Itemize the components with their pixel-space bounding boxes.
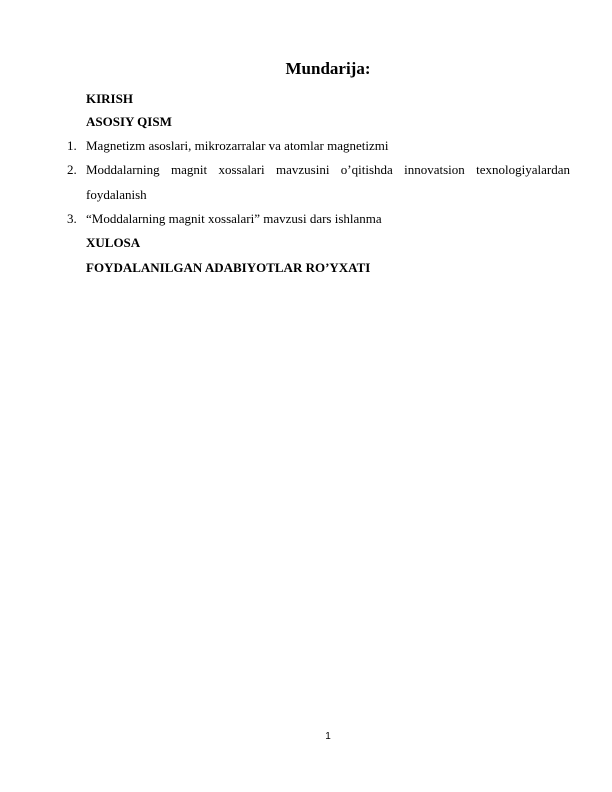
toc-main-part: ASOSIY QISM: [86, 114, 172, 129]
toc-item-3-number: 3.: [67, 211, 77, 226]
toc-item-2-number: 2.: [67, 162, 77, 177]
toc-item-1: Magnetizm asoslari, mikrozarralar va atomlar magnetizmi: [86, 138, 389, 153]
toc-item-2-line-2: foydalanish: [86, 187, 147, 202]
toc-item-2-line-1: Moddalarning magnit xossalari mavzusini o’qitishda innovatsion texnologiyalardan: [86, 162, 570, 177]
toc-conclusion: XULOSA: [86, 235, 141, 250]
page-title: Mundarija:: [285, 59, 371, 78]
page-number: 1: [325, 731, 331, 742]
toc-intro: KIRISH: [86, 91, 133, 106]
toc-item-1-number: 1.: [67, 138, 77, 153]
toc-references: FOYDALANILGAN ADABIYOTLAR RO’YXATI: [86, 260, 371, 275]
toc-item-3: “Moddalarning magnit xossalari” mavzusi dars ishlanma: [86, 211, 382, 226]
